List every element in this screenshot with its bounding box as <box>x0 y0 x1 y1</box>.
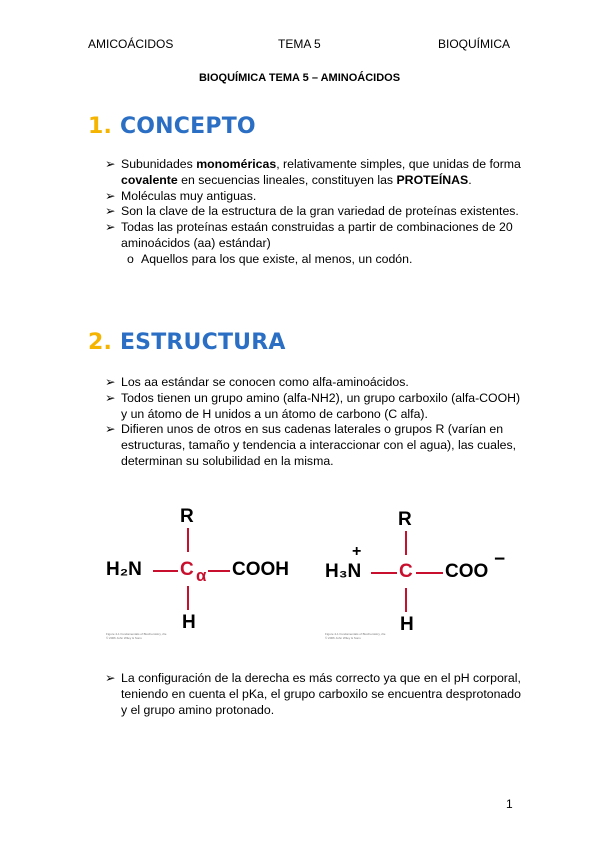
bond-line <box>208 570 230 572</box>
amino-group-label: H₃N <box>325 561 362 582</box>
header-right: BIOQUÍMICA <box>438 37 511 51</box>
arrow-bullet-icon: ➢ <box>105 157 116 171</box>
positive-charge-symbol: + <box>352 543 362 560</box>
bond-line <box>187 528 189 552</box>
section-title: ESTRUCTURA <box>119 330 286 355</box>
alpha-carbon-label: C <box>399 561 413 582</box>
alpha-carbon-label: C <box>180 559 194 580</box>
bond-line <box>371 572 397 574</box>
arrow-bullet-icon: ➢ <box>105 671 116 685</box>
arrow-bullet-icon: ➢ <box>105 188 116 203</box>
list-item: ➢ La configuración de la derecha es más correcto ya que en el pH corporal, teniendo en cuenta el pKa, el grupo carboxilo se encuentra desprotonado y el grupo amino protonado. <box>105 671 521 717</box>
bond-line <box>405 531 407 555</box>
arrow-bullet-icon: ➢ <box>105 375 116 389</box>
arrow-bullet-icon: ➢ <box>105 204 116 219</box>
figure-caption: Figure 4-1 Fundamentals of Biochemistry, 2/e © 2006 John Wiley & Sons <box>106 632 167 640</box>
bond-line <box>405 588 407 612</box>
list-item: ➢ Todos tienen un grupo amino (alfa-NH2), un grupo carboxilo (alfa-COOH) y un átomo de H unidos a un átomo de carbono (C alfa). <box>105 390 521 421</box>
section-number: 2. <box>88 330 113 355</box>
header-center: TEMA 5 <box>278 37 321 51</box>
list-item: ➢ Todas las proteínas estaán construidas a partir de combinaciones de 20 aminoácidos (aa) estándar) <box>105 220 513 250</box>
section-heading-estructura <box>88 330 286 355</box>
circle-bullet-icon: o <box>127 251 134 266</box>
document-title: BIOQUÍMICA TEMA 5 – AMINOÁCIDOS <box>198 72 401 84</box>
negative-charge-symbol: − <box>494 549 506 570</box>
r-group-label: R <box>180 506 194 527</box>
list-item: ➢ Moléculas muy antiguas. <box>105 188 257 203</box>
section-number: 1. <box>88 114 113 139</box>
carboxyl-group-label: COOH <box>232 559 289 580</box>
bond-line <box>187 586 189 610</box>
alpha-symbol: α <box>196 566 207 585</box>
list-item: ➢ Difieren unos de otros en sus cadenas laterales o grupos R (varían en estructuras, tamaño y tendencia a interaccionar con el agua), las cuales, determinan su solubilidad en la misma. <box>105 422 517 468</box>
bond-line <box>153 570 178 572</box>
list-item: ➢ Subunidades monoméricas, relativamente simples, que unidas de forma covalente en secuencias lineales, constituyen las PROTEÍNAS. <box>105 157 521 187</box>
arrow-bullet-icon: ➢ <box>105 220 116 235</box>
hydrogen-label: H <box>400 614 414 635</box>
header-left: AMICOÁCIDOS <box>88 37 174 51</box>
section-heading-concepto <box>88 114 256 139</box>
arrow-bullet-icon: ➢ <box>105 422 116 437</box>
concepto-list <box>105 157 525 268</box>
hydrogen-label: H <box>182 612 196 633</box>
arrow-bullet-icon: ➢ <box>105 390 116 405</box>
section-title: CONCEPTO <box>119 114 256 139</box>
list-item: ➢ Los aa estándar se conocen como alfa-aminoácidos. <box>105 375 409 389</box>
list-item: ➢ Son la clave de la estructura de la gran variedad de proteínas existentes. <box>105 204 519 219</box>
r-group-label: R <box>398 509 412 530</box>
page-number: 1 <box>506 797 513 811</box>
carboxylate-group-label: COO <box>445 561 489 582</box>
amino-group-label: H₂N <box>106 559 142 580</box>
estructura-list-continued <box>105 671 525 718</box>
figure-caption: Figure 4-1 Fundamentals of Biochemistry, 2/e © 2006 John Wiley & Sons <box>325 632 386 640</box>
sub-list-item: o Aquellos para los que existe, al menos, un codón. <box>127 251 413 266</box>
estructura-list <box>105 375 525 470</box>
bond-line <box>416 572 443 574</box>
